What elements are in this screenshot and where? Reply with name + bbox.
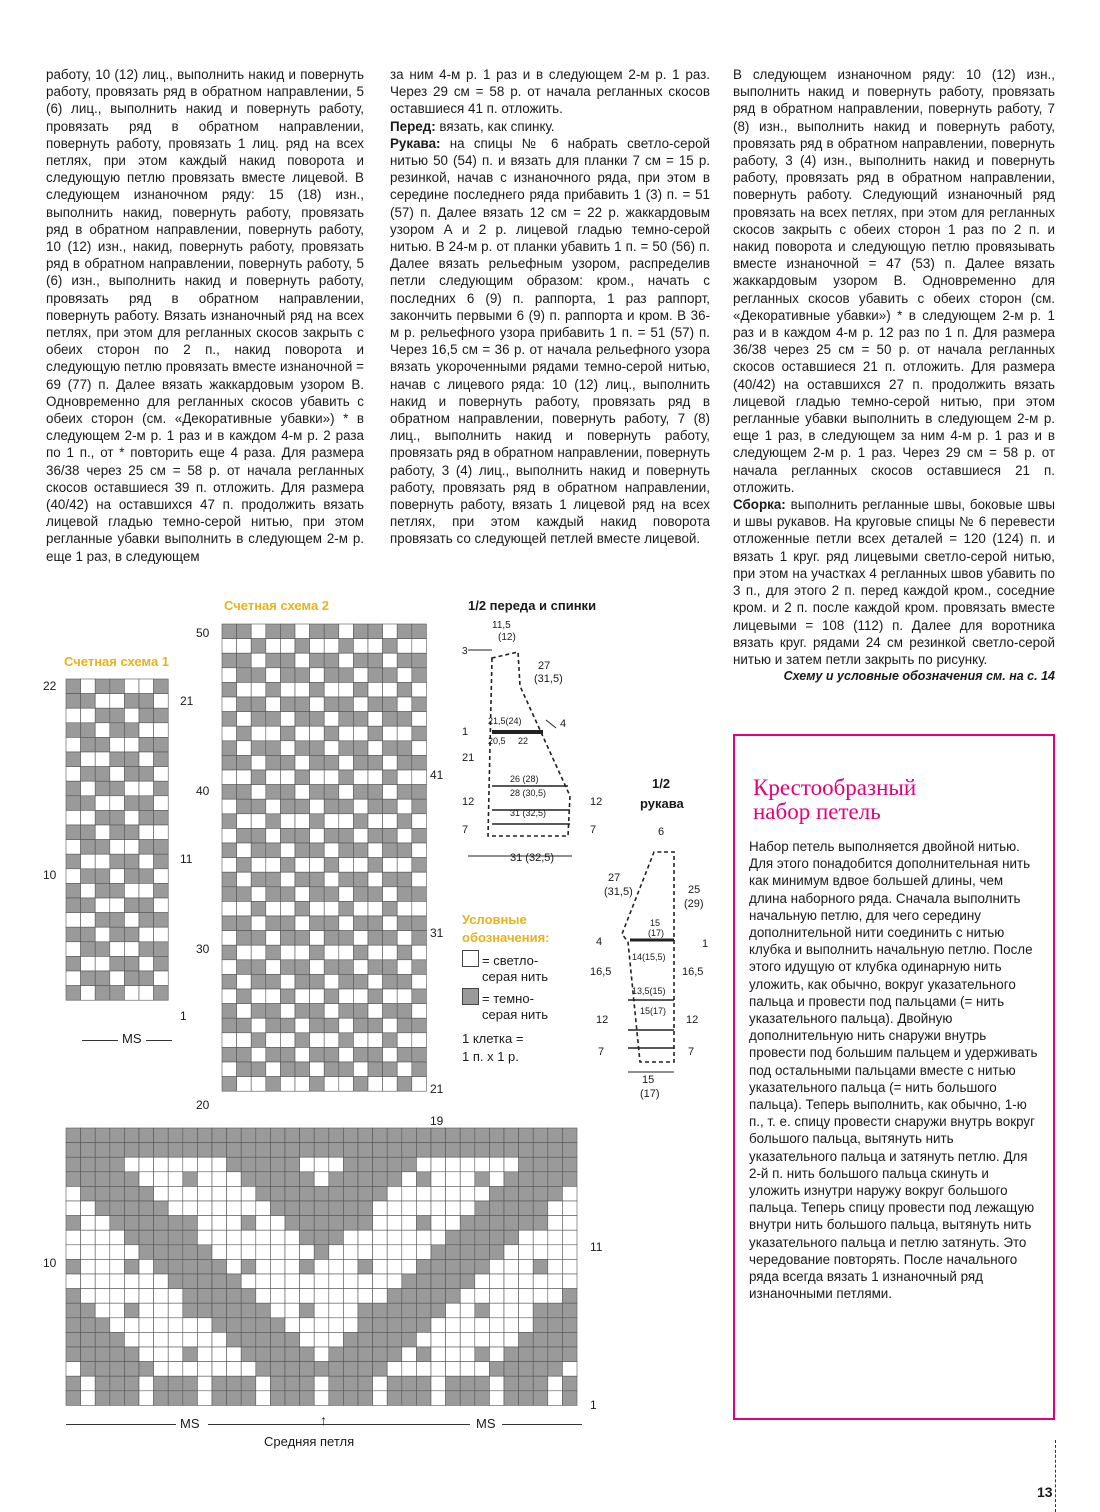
legend-dark-2: серая нить xyxy=(482,1007,549,1022)
sleeve-dim-18: 7 xyxy=(688,1046,695,1058)
dark-swatch-icon xyxy=(462,988,479,1005)
schema2-row-10: 10 xyxy=(43,1256,57,1270)
schema2-row-11: 11 xyxy=(590,1240,603,1254)
sleeve-dim-5: (29) xyxy=(684,898,704,910)
schema2-row-19: 19 xyxy=(430,1114,444,1128)
legend-light xyxy=(462,950,538,969)
sleeve-dim-9: 1 xyxy=(702,938,709,950)
legend-dark-label: = темно- xyxy=(482,991,534,1006)
schema2-row-30: 30 xyxy=(196,942,210,956)
column1-text: работу, 10 (12) лиц., выполнить накид и повернуть работу, провязать ряд в обратном направлении, 5 (6) лиц., выполнить накид и повернуть работу, провязать ряд в обратном направлении, повернуть работу, провязать 1 лиц. ряд на всех петлях, при этом каждый накид поворота и следующую петлю провязать вместе лицевой. В следующем изнаночном ряду: 15 (18) изн., выполнить накид, повернуть работу, провязать ряд в обратном направлении, повернуть работу, 10 (12) изн., накид, повернуть работу, провязать ряд в обратном направлении, повернуть работу, 5 (6) изн., выполнить накид и повернуть работу, провязать ряд в обратном направлении, повернуть работу. Вязать изнаночный ряд на всех петлях, при этом для регланных скосов закрыть с обеих сторон по 2 п., накид поворота и следующую петлю провязать вместе изнаночной = 69 (77) п. Далее вязать жаккардовым узором В. Одновременно для регланных скосов убавить с обеих сторон (см. «Декоративные убавки») * в следующем 2-м р. 1 раз и в каждом 4-м р. 2 раза по 1 п., от * повторить еще 4 раза. Для размера 36/38 через 25 см = 58 р. от начала регланных скосов оставшиеся 39 п. отложить. Для размера (40/42) на оставшихся 47 п. продолжить вязать лицевой гладью темно-серой нитью, при этом регланные убавки выполнить в следующем 2-м р. еще 1 раз, в следующем xyxy=(46,67,364,564)
schema2-ms-left: MS xyxy=(180,1416,200,1431)
sleeve-dim-20: (17) xyxy=(640,1088,660,1100)
sleeve-dim-8: 4 xyxy=(596,936,603,948)
schema2-title: Счетная схема 2 xyxy=(224,598,330,613)
front-dim-17: 12 xyxy=(590,796,603,808)
schema2-row-21: 21 xyxy=(430,1082,444,1096)
sleeves-paragraph xyxy=(390,135,710,548)
middle-stitch-arrow-icon: ↑ xyxy=(320,1412,327,1428)
sleeve-dim-14: 15(17) xyxy=(640,1006,667,1016)
assembly-label: Сборка: xyxy=(733,497,786,513)
sleeve-dim-12: 16,5 xyxy=(682,966,704,978)
legend-cell-a: 1 клетка = xyxy=(462,1031,524,1046)
schema2-ms-right: MS xyxy=(476,1416,496,1431)
light-swatch-icon xyxy=(462,950,479,967)
page-number: 13 xyxy=(1037,1484,1053,1500)
assembly-text: выполнить регланные швы, боковые швы и швы рукавов. На круговые спицы № 6 перевести отложенные петли всех деталей = 120 (124) п. и вязать 1 круг. ряд лицевыми светло-серой нитью, при этом на участках 4 регланных швов убавить по 3 п., для этого 2 п. перед каждой кром., соседние кром. и 2 п. после каждой кром. провязать вместе лицевыми = 108 (112) п. Далее для воротника вязать круг. рядами 24 см резинкой светло-серой нитью и затем петли закрыть по рисунку. xyxy=(733,497,1055,667)
schema1-ms: MS xyxy=(122,1031,142,1046)
page-edge-line xyxy=(1055,1440,1056,1512)
text-column-2 xyxy=(390,66,710,548)
front-dim-15: 31 (32,5) xyxy=(510,808,547,818)
legend-light-label: = светло- xyxy=(482,953,539,968)
legend-light-2: серая нить xyxy=(482,969,549,984)
sleeves-text: на спицы № 6 набрать светло-серой нитью 50 (54) п. и вязать для планки 7 см = 15 р. резинкой, начав с изнаночного ряда, при этом в середине последнего ряда прибавить 1 (3) п. = 51 (57) п. Далее вязать 12 см = 22 р. жаккардовым узором А и 2 р. лицевой гладью темно-серой нитью. В 24-м р. от планки убавить 1 п. = 50 (56) п. Далее вязать рельефным узором, распределив петли следующим образом: кром., начать с последних 6 (9) п. раппорта, 1 раз раппорт, закончить первыми 6 (9) п. раппорта и кром. В 36-м р. рельефного узора прибавить 1 п. = 51 (57) п. Через 16,5 см = 36 р. от начала рельефного узора вязать укороченными рядами темно-серой нитью, начав с лицевого ряда: 10 (12) лиц., выполнить накид и повернуть работу, провязать ряд в обратном направлении, повернуть работу, 7 (8) лиц., выполнить накид и повернуть работу, провязать ряд в обратном направлении, повернуть работу, 3 (4) лиц., выполнить накид и повернуть работу, провязать ряд в обратном направлении, повернуть работу, вязать 1 лицевой ряд на всех петлях, при этом каждый накид поворота провязать со следующей петлей вместе лицевой. xyxy=(390,135,710,547)
front-dim-14: 28 (30,5) xyxy=(510,788,547,798)
legend-title-a: Условные xyxy=(462,912,527,927)
info-box xyxy=(733,734,1055,1420)
schema1-row-10: 10 xyxy=(43,868,57,882)
front-dim-10: 1 xyxy=(462,726,469,738)
sleeve-title-a: 1/2 xyxy=(652,776,671,791)
legend-title-b: обозначения: xyxy=(462,930,550,945)
sleeve-pattern-drawing xyxy=(588,816,718,1076)
schema2-ms-line-left xyxy=(66,1424,176,1425)
legend-cell-b: 1 п. х 1 р. xyxy=(462,1049,519,1064)
middle-stitch-label: Средняя петля xyxy=(264,1434,355,1449)
column3-text: В следующем изнаночном ряду: 10 (12) изн., выполнить накид и повернуть работу, провязать ряд в обратном направлении, повернуть работу, 7 (8) изн., выполнить накид и повернуть работу, провязать ряд в обратном направлении, повернуть работу, 3 (4) изн., выполнить накид и повернуть работу, провязать ряд в обратном направлении, повернуть работу. Следующий изнаночный ряд провязать на всех петлях, при этом для регланных скосов закрыть с обеих сторон 1 раз по 2 п. и накид поворота и следующую петлю провязывать вместе изнаночной = 47 (53) п. Далее вязать жаккардовым узором В. Одновременно для регланных скосов убавить с обеих сторон (см. «Декоративные убавки») * в следующем 2-м р. 1 раз и в каждом 4-м р. 12 раз по 1 п. Для размера 36/38 через 25 см = 50 р. от начала регланных скосов оставшиеся 21 п. отложить. Для размера (40/42) на оставшихся 27 п. продолжить вязать лицевой гладью темно-серой нитью, при этом регланные убавки выполнить в следующем 2-м р. еще 1 раз, в следующем за ним 4-м р. 1 раз и в следующем 2-м р. 1 раз. Через 29 см = 58 р. от начала регланных скосов оставшиеся 21 п. отложить. xyxy=(733,67,1055,495)
schema1-row-11: 11 xyxy=(180,852,193,866)
front-dim-7: 20,5 xyxy=(488,736,506,746)
front-dim-19: 31 (32,5) xyxy=(510,852,555,864)
sleeve-dim-3: (31,5) xyxy=(604,886,633,898)
front-dim-4: 27 xyxy=(538,660,551,672)
sleeve-dim-2: 27 xyxy=(608,872,621,884)
front-dim-12: 26 (28) xyxy=(510,774,539,784)
front-label: Перед: xyxy=(390,118,436,134)
schema2-row-31: 31 xyxy=(430,926,444,940)
sleeve-dim-1: 6 xyxy=(658,826,665,838)
front-dim-13: 12 xyxy=(462,796,475,808)
front-dim-11: 21 xyxy=(462,752,475,764)
sleeve-dim-19: 15 xyxy=(642,1074,655,1086)
front-dim-16: 7 xyxy=(462,824,469,836)
sleeve-dim-13: 13,5(15) xyxy=(632,986,666,996)
front-dim-3: 3 xyxy=(462,646,468,657)
schema2-row-40: 40 xyxy=(196,784,210,798)
schema2-ms-line-right xyxy=(502,1424,582,1425)
sleeve-dim-15: 12 xyxy=(596,1014,609,1026)
front-dim-9: 4 xyxy=(560,718,567,730)
info-box-title xyxy=(753,776,916,824)
schema-note: Схему и условные обозначения см. на с. 14 xyxy=(783,669,1055,684)
front-dim-8: 22 xyxy=(518,736,529,746)
sleeves-label: Рукава: xyxy=(390,135,441,151)
front-dim-1: 11,5 xyxy=(492,620,511,631)
info-box-title-b: набор петель xyxy=(753,799,881,824)
schema2-row-50: 50 xyxy=(196,626,210,640)
schema1-title: Счетная схема 1 xyxy=(64,654,170,669)
column2-intro: за ним 4-м р. 1 раз и в следующем 2-м р. 1 раз. Через 29 см = 58 р. от начала регланных скосов оставшиеся 41 п. отложить. xyxy=(390,67,710,117)
sleeve-dim-10: 14(15,5) xyxy=(632,952,666,962)
sleeve-dim-17: 7 xyxy=(598,1046,605,1058)
legend-dark xyxy=(462,988,534,1007)
front-dim-6: 21,5(24) xyxy=(488,716,522,726)
sleeve-dim-16: 12 xyxy=(686,1014,699,1026)
info-box-text: Набор петель выполняется двойной нитью. Для этого понадобится дополнительная нить как минимум вдвое большей длины, чем длина наборного ряда. Сначала выполнить начальную петлю, для чего середину дополнительной нити соединить с нитью клубка и выполнить начальную петлю. После этого идущую от клубка одинарную нить уложить, как обычно, вокруг указательного пальца и провести под пальцами (= нить указательного пальца). Двойную дополнительную нить снаружи внутрь провести под большим пальцем и удерживать под остальными пальцами вместе с нитью указательного пальца (= нить большого пальца). Теперь выполнить, как обычно, 1-ю п., т. е. спицу провести снаружи внутрь вокруг большого пальца, вытянуть нить указательного пальца и затянуть петлю. Для 2-й п. нить большого пальца скинуть и уложить изнутри наружу вокруг большого пальца. Теперь спицу провести под лежащую внутри нить большого пальца, вытянуть нить указательного пальца и петлю затянуть. Это чередование повторять. После начального ряда всегда вязать 1 изнаночный ряд изнаночными петлями. xyxy=(749,839,1038,1302)
schema2-row-20: 20 xyxy=(196,1098,210,1112)
sleeve-dim-11: 16,5 xyxy=(590,966,612,978)
info-box-title-a: Крестообразный xyxy=(753,775,917,800)
schema1-row-21: 21 xyxy=(180,694,194,708)
front-dim-5: (31,5) xyxy=(534,673,563,685)
schema1-row-22: 22 xyxy=(43,679,57,693)
assembly-paragraph xyxy=(733,496,1055,668)
sleeve-title-b: рукава xyxy=(640,796,684,811)
text-column-1 xyxy=(46,66,364,565)
sleeve-dim-6: 15 xyxy=(650,918,661,928)
sleeve-dim-4: 25 xyxy=(688,884,701,896)
schema2-ms-line-mid xyxy=(208,1424,470,1425)
front-text: вязать, как спинку. xyxy=(435,118,555,134)
front-pattern-title: 1/2 переда и спинки xyxy=(468,598,597,613)
front-dim-2: (12) xyxy=(498,632,516,643)
schema2-row-1: 1 xyxy=(590,1398,597,1412)
front-paragraph xyxy=(390,118,710,135)
schema2-row-41: 41 xyxy=(430,768,444,782)
sleeve-dim-7: (17) xyxy=(648,928,665,938)
text-column-3 xyxy=(733,66,1055,685)
schema1-row-1: 1 xyxy=(180,1009,187,1023)
front-dim-18: 7 xyxy=(590,824,597,836)
